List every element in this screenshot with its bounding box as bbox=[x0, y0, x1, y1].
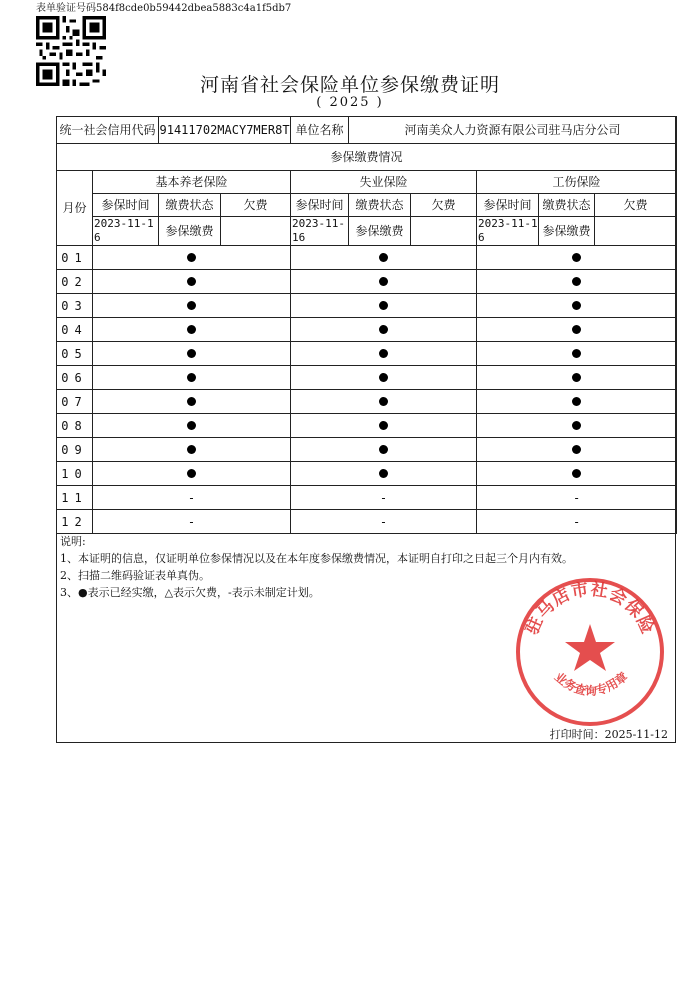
arrears-header: 欠费 bbox=[221, 194, 291, 217]
month-label: 08 bbox=[57, 414, 93, 438]
paid-dot-icon bbox=[379, 325, 388, 334]
month-label: 03 bbox=[57, 294, 93, 318]
unit-name-value: 河南美众人力资源有限公司驻马店分公司 bbox=[349, 117, 677, 144]
pay-status-header: 缴费状态 bbox=[539, 194, 595, 217]
pension-month-status bbox=[93, 414, 291, 438]
month-row bbox=[57, 486, 677, 510]
month-row bbox=[57, 342, 677, 366]
paid-dot-icon bbox=[379, 469, 388, 478]
pension-insurance-header: 基本养老保险 bbox=[93, 171, 291, 194]
unemployment-month-status bbox=[291, 366, 477, 390]
pension-month-status bbox=[93, 318, 291, 342]
pay-status-header: 缴费状态 bbox=[159, 194, 221, 217]
pension-pay-status: 参保缴费 bbox=[159, 217, 221, 246]
unemployment-insurance-header: 失业保险 bbox=[291, 171, 477, 194]
unplanned-dash: - bbox=[187, 490, 196, 505]
unemployment-month-status bbox=[291, 246, 477, 270]
month-label: 10 bbox=[57, 462, 93, 486]
month-label: 01 bbox=[57, 246, 93, 270]
injury-month-status bbox=[477, 366, 677, 390]
arrears-header: 欠费 bbox=[595, 194, 677, 217]
unplanned-dash: - bbox=[379, 490, 388, 505]
injury-pay-status: 参保缴费 bbox=[539, 217, 595, 246]
month-row bbox=[57, 270, 677, 294]
pension-arrears bbox=[221, 217, 291, 246]
year-label: ( 2025 ) bbox=[316, 95, 384, 110]
unemployment-month-status bbox=[291, 486, 477, 510]
notes-heading: 说明: bbox=[60, 535, 86, 548]
paid-dot-icon bbox=[572, 397, 581, 406]
month-label: 02 bbox=[57, 270, 93, 294]
paid-dot-icon bbox=[572, 373, 581, 382]
month-row bbox=[57, 246, 677, 270]
unplanned-dash: - bbox=[572, 514, 581, 529]
month-label: 09 bbox=[57, 438, 93, 462]
pension-month-status bbox=[93, 366, 291, 390]
paid-dot-icon bbox=[572, 349, 581, 358]
pension-month-status bbox=[93, 510, 291, 534]
injury-month-status bbox=[477, 510, 677, 534]
unemployment-month-status bbox=[291, 438, 477, 462]
pension-month-status bbox=[93, 438, 291, 462]
paid-dot-icon bbox=[572, 277, 581, 286]
paid-dot-icon bbox=[187, 397, 196, 406]
page-title: 河南省社会保险单位参保缴费证明 bbox=[199, 74, 500, 96]
note-item: 2、扫描二维码验证表单真伪。 bbox=[60, 569, 210, 582]
note-item: 3、●表示已经实缴，△表示欠费，-表示未制定计划。 bbox=[60, 586, 320, 599]
month-row bbox=[57, 366, 677, 390]
unemployment-month-status bbox=[291, 342, 477, 366]
pension-month-status bbox=[93, 342, 291, 366]
month-row bbox=[57, 438, 677, 462]
pension-month-status bbox=[93, 270, 291, 294]
injury-month-status bbox=[477, 390, 677, 414]
unplanned-dash: - bbox=[572, 490, 581, 505]
notes-section bbox=[60, 533, 573, 601]
month-row bbox=[57, 318, 677, 342]
unemployment-month-status bbox=[291, 390, 477, 414]
pension-join-time: 2023-11-16 bbox=[93, 217, 159, 246]
svg-text:业务查询专用章: 业务查询专用章 bbox=[551, 669, 631, 699]
injury-month-status bbox=[477, 438, 677, 462]
paid-dot-icon bbox=[572, 445, 581, 454]
paid-dot-icon bbox=[379, 373, 388, 382]
unemployment-month-status bbox=[291, 294, 477, 318]
injury-month-status bbox=[477, 294, 677, 318]
injury-insurance-header: 工伤保险 bbox=[477, 171, 677, 194]
pension-month-status bbox=[93, 462, 291, 486]
paid-dot-icon bbox=[572, 325, 581, 334]
paid-dot-icon bbox=[187, 253, 196, 262]
arrears-header: 欠费 bbox=[411, 194, 477, 217]
month-row bbox=[57, 462, 677, 486]
injury-month-status bbox=[477, 318, 677, 342]
paid-dot-icon bbox=[379, 397, 388, 406]
paid-dot-icon bbox=[572, 469, 581, 478]
month-label: 07 bbox=[57, 390, 93, 414]
paid-dot-icon bbox=[572, 301, 581, 310]
month-row bbox=[57, 510, 677, 534]
month-row bbox=[57, 414, 677, 438]
credit-code-value: 91411702MACY7MER8T bbox=[159, 117, 291, 144]
injury-month-status bbox=[477, 414, 677, 438]
unplanned-dash: - bbox=[379, 514, 388, 529]
unemployment-pay-status: 参保缴费 bbox=[349, 217, 411, 246]
injury-arrears bbox=[595, 217, 677, 246]
paid-dot-icon bbox=[187, 301, 196, 310]
pension-month-status bbox=[93, 246, 291, 270]
pension-month-status bbox=[93, 486, 291, 510]
month-label: 11 bbox=[57, 486, 93, 510]
injury-join-time: 2023-11-16 bbox=[478, 217, 538, 244]
month-label: 06 bbox=[57, 366, 93, 390]
note-item: 1、本证明的信息，仅证明单位参保情况以及在本年度参保缴费情况，本证明自打印之日起三个月内有效。 bbox=[60, 552, 573, 565]
unplanned-dash: - bbox=[187, 514, 196, 529]
paid-dot-icon bbox=[187, 469, 196, 478]
injury-month-status bbox=[477, 462, 677, 486]
pension-month-status bbox=[93, 294, 291, 318]
print-time: 打印时间：2025-11-12 bbox=[549, 728, 668, 741]
paid-dot-icon bbox=[572, 421, 581, 430]
month-label: 04 bbox=[57, 318, 93, 342]
unemployment-month-status bbox=[291, 462, 477, 486]
paid-dot-icon bbox=[379, 421, 388, 430]
paid-dot-icon bbox=[187, 445, 196, 454]
paid-dot-icon bbox=[379, 253, 388, 262]
contribution-table bbox=[56, 116, 677, 534]
unit-name-label: 单位名称 bbox=[291, 117, 349, 144]
paid-dot-icon bbox=[187, 421, 196, 430]
paid-dot-icon bbox=[379, 301, 388, 310]
unemployment-arrears bbox=[411, 217, 477, 246]
injury-month-status bbox=[477, 246, 677, 270]
unemployment-month-status bbox=[291, 270, 477, 294]
join-time-header: 参保时间 bbox=[93, 194, 159, 217]
month-label: 12 bbox=[57, 510, 93, 534]
section-title: 参保缴费情况 bbox=[57, 144, 677, 171]
paid-dot-icon bbox=[379, 349, 388, 358]
month-header: 月份 bbox=[57, 171, 93, 246]
paid-dot-icon bbox=[187, 277, 196, 286]
verification-code: 表单验证号码584f8cde0b59442dbea5883c4a1f5db7 bbox=[36, 3, 292, 14]
pay-status-header: 缴费状态 bbox=[349, 194, 411, 217]
paid-dot-icon bbox=[187, 325, 196, 334]
paid-dot-icon bbox=[187, 349, 196, 358]
injury-month-status bbox=[477, 270, 677, 294]
paid-dot-icon bbox=[379, 277, 388, 286]
month-row bbox=[57, 294, 677, 318]
paid-dot-icon bbox=[187, 373, 196, 382]
unemployment-month-status bbox=[291, 318, 477, 342]
paid-dot-icon bbox=[572, 253, 581, 262]
join-time-header: 参保时间 bbox=[477, 194, 539, 217]
paid-dot-icon bbox=[379, 445, 388, 454]
credit-code-label: 统一社会信用代码 bbox=[57, 117, 159, 144]
month-row bbox=[57, 390, 677, 414]
month-label: 05 bbox=[57, 342, 93, 366]
pension-month-status bbox=[93, 390, 291, 414]
svg-text:驻马店市社会保险: 驻马店市社会保险 bbox=[522, 579, 658, 638]
unemployment-month-status bbox=[291, 510, 477, 534]
injury-month-status bbox=[477, 486, 677, 510]
unemployment-join-time: 2023-11-16 bbox=[291, 217, 349, 246]
unemployment-month-status bbox=[291, 414, 477, 438]
official-seal-icon bbox=[510, 572, 670, 732]
injury-month-status bbox=[477, 342, 677, 366]
join-time-header: 参保时间 bbox=[291, 194, 349, 217]
